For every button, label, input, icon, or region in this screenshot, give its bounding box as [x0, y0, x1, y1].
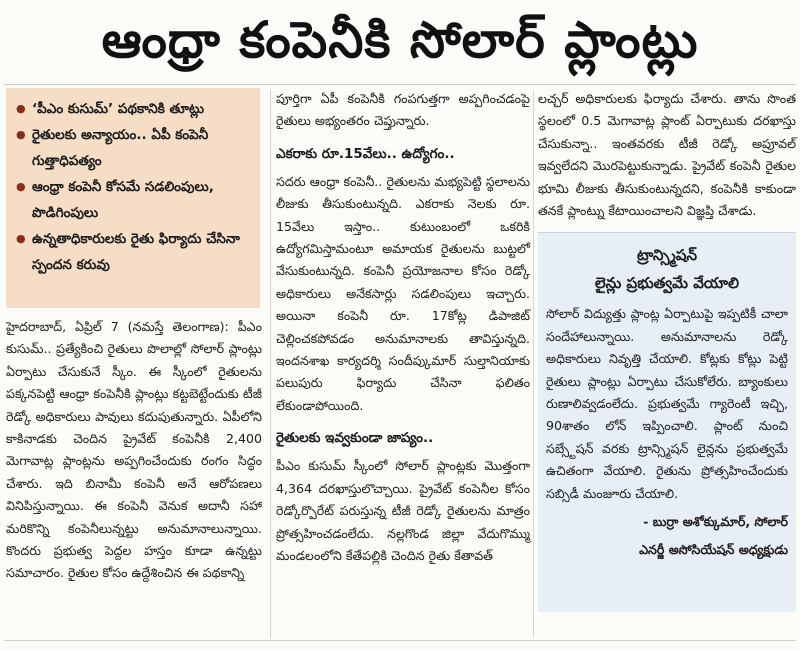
- quote-byline: ఎనర్జీ అసోసియేషన్ అధ్యక్షుడు: [639, 542, 788, 558]
- column-2-paragraph: సదరు ఆంధ్రా కంపెనీ.. రైతులను మభ్యపెట్టి స్థలాలను లీజుకు తీసుకుంటున్నది. ఎకరాకు నెలకు రూ. 15వేలు ఇస్తాం.. కుటుంబంలో ఒకరికి ఉద్యోగమిస్తామంటూ అమాయక రైతులను బుట్టలో వేసుకుంటున్నది. కంపెనీ ప్రయోజనాల కోసం రెడ్కో అధికారులు అనేకసార్లు సడలింపులు ఇచ్చారు. అయినా కంపెనీ రూ. 17కోట్ల డిపాజిట్ చెల్లించకపోవడం అనుమానాలకు తావిస్తున్నది. ఇందనశాఖ కార్యదర్శి సందీప్కుమార్ సుల్తానియాకు పలుపురు ఫిర్యాదు చేసినా ఫలితం లేకుండాపోయింది.: [276, 173, 530, 413]
- story-lead-paragraph: హైదరాబాద్, ఏప్రిల్ 7 (నమస్తే తెలంగాణ): పీఎం కుసుమ్.. ప్రత్యేకించి రైతులు పొలాల్లో సోలార్ ప్లాంట్లు ఏర్పాటు చేసుకునే స్కీం. ఈ స్కీంలో రైతులను పక్కనపెట్టి ఆంధ్రా కంపెనీకి ప్లాంట్లు కట్టబెట్టేందుకు టీజీ రెడ్కో అధికారులు పావులు కదుపుతున్నారు. ఏపీలోని కాకినాడకు చెందిన ప్రైవేట్ కంపెనీకి 2,400 మెగావాట్ల ప్లాంట్లను అప్పగించేందుకు రంగం సిద్ధం చేశారు. ఇది బినామీ కంపెనీ అనే ఆరోపణలు వినిపిస్తున్నాయి. ఈ కంపెనీ వెనుక అదానీ సహా మరికొన్ని కంపెనీలున్నట్టు అనుమానాలున్నాయి. కొందరు ప్రభుత్వ పెద్దల హస్తం కూడా ఉన్నట్టు సమాచారం. రైతుల కోసం ఉద్దేశించిన ఈ పథకాన్ని: [6, 319, 262, 581]
- quote-box-title: లైన్లు ప్రభుత్వమే వేయాలి: [594, 274, 739, 293]
- subheading-acre-lease: ఎకరాకు రూ.15వేలు.. ఉద్యోగం..: [276, 145, 455, 162]
- column-3-paragraph: లచ్చర్ అధికారులకు ఫిర్యాదు చేశారు. తాను సొంత స్థలంలో 0.5 మెగావాట్ల ప్లాంట్ ఏర్పాటుకు దరఖాస్తు చేసుకున్నా.. ఇంతవరకు టీజీ రెడ్కో అప్రూవల్ ఇవ్వలేదని మొరపెట్టుకున్నాడు. ప్రైవేట్ కంపెనీ రైతుల భూమి లీజుకు తీసుకుంటున్నదని, కంపెనీకి కాకుండా తనకే ప్లాంట్ను కేటాయించాలని విజ్ఞప్తి చేశాడు.: [538, 91, 796, 219]
- top-rule: [4, 84, 796, 85]
- highlight-item: ● ఉన్నతాధికారులకు రైతు ఫిర్యాదు చేసినా స్పందన కరువు: [16, 226, 252, 278]
- quote-box-title: ట్రాన్స్మిషన్: [636, 246, 697, 265]
- headline: ఆంధ్రా కంపెనీకి సోలార్ ప్లాంట్లు: [101, 11, 699, 69]
- column-2-intro: పూర్తిగా ఏపీ కంపెనీకి గంపగుత్తగా అప్పగించడంపై రైతులు అభ్యంతరం చెప్తున్నారు.: [276, 91, 530, 129]
- column-1: [6, 88, 268, 644]
- subheading-delay: రైతులకు ఇవ్వకుండా జాప్యం..: [276, 430, 434, 447]
- highlight-item: ● రైతులకు అన్యాయం.. ఏపీ కంపెనీ గుత్తాధిపత్యం: [16, 122, 252, 174]
- quote-byline: - బుర్రా అశోక్కుమార్, సోలార్: [643, 514, 788, 530]
- column-2: [276, 88, 530, 644]
- bottom-rule: [4, 640, 796, 641]
- highlight-item: ● ‘పీఎం కుసుమ్’ పథకానికి తూట్లు: [16, 96, 252, 122]
- column-divider: [533, 90, 534, 638]
- highlights-box: [6, 88, 260, 308]
- column-3: [538, 88, 796, 644]
- quote-box: [538, 232, 796, 612]
- highlight-item: ● ఆంధ్రా కంపెనీ కోసమే సడలింపులు, పొడిగింపులు: [16, 174, 252, 226]
- column-divider: [270, 90, 271, 638]
- quote-box-text: సోలార్ విద్యుత్తు ప్లాంట్ల ఏర్పాటుపై ఇప్పటికీ చాలా సందేహాలున్నాయి. అనుమానాలను రెడ్కో అధికారులు నివృత్తి చేయాలి. కోట్లకు కోట్లు పెట్టి రైతులు ప్లాంట్లు ఏర్పాటు చేసుకోలేరు. బ్యాంకులు రుణాలివ్వడంలేదు. ప్రభుత్వమే గ్యారెంటీ ఇచ్చి, 90శాతం లోన్ ఇప్పించాలి. ప్లాంట్ నుంచి సబ్స్టేషన్ వరకు ట్రాన్స్మిషన్ లైన్లను ప్రభుత్వమే ఉచితంగా వేయాలి. రైతును ప్రోత్సహించేందుకు సబ్సిడీ మంజూరు చేయాలి.: [546, 306, 788, 501]
- column-2-paragraph: పీఎం కుసుమ్ స్కీంలో సోలార్ ప్లాంట్లకు మొత్తంగా 4,364 దరఖాస్తులొచ్చాయి. ప్రైవేట్ కంపెనీల కోసం రెడ్కోర్పొరేట్ పరుస్తున్న టీజీ రెడ్కో రైతులను మాత్రం ప్రోత్సహించడంలేదు. నల్లగొండ జిల్లా వేదుగొమ్ము మండలంలోని కేతేపల్లికి చెందిన రైతు కేతావత్: [276, 458, 530, 563]
